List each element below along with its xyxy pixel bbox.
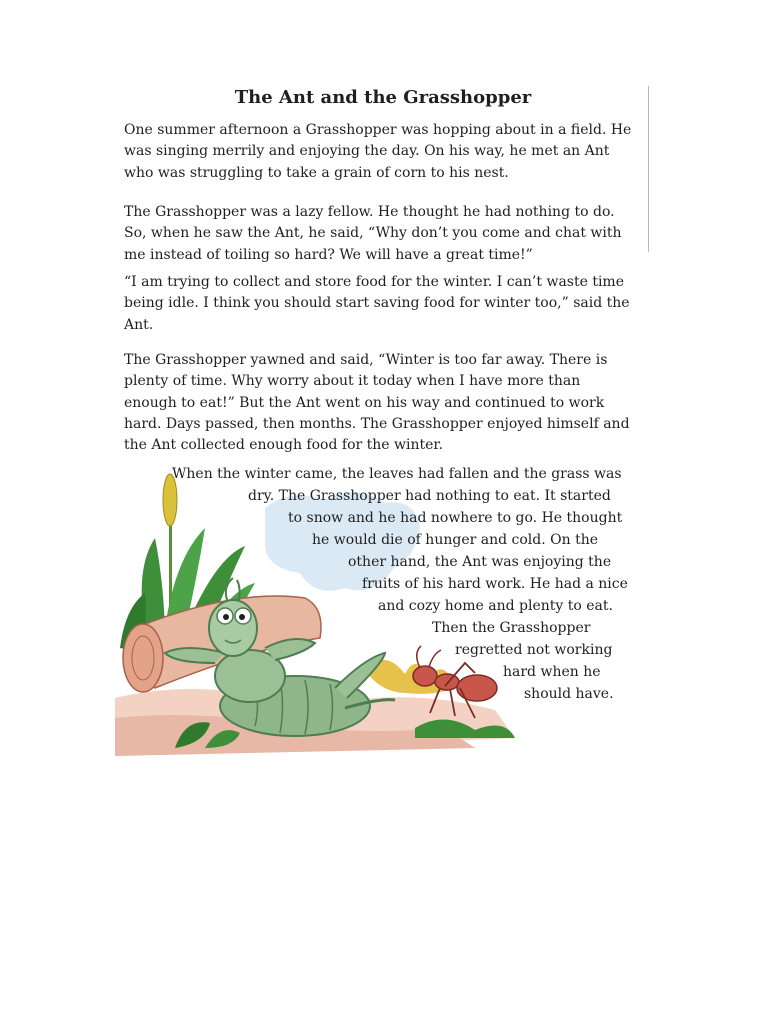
text-line: and cozy home and plenty to eat. — [378, 598, 613, 614]
grasshopper-pupil — [223, 614, 229, 620]
grasshopper-head — [209, 600, 257, 656]
text-line: the Ant collected enough food for the winter. — [124, 437, 444, 454]
text-line: “I am trying to collect and store food for the winter. I can’t waste time — [124, 274, 624, 290]
paragraph-1 — [124, 120, 631, 184]
text-line: other hand, the Ant was enjoying the — [348, 554, 612, 570]
text-line: me instead of toiling so hard? We will have a great time!” — [124, 246, 533, 263]
ant-abdomen — [457, 675, 497, 701]
text-line: he would die of hunger and cold. On the — [312, 532, 599, 548]
paragraph-4 — [124, 350, 630, 456]
text-line: hard when he — [503, 664, 601, 680]
grasshopper-pupil — [239, 614, 245, 620]
ant-thorax — [435, 674, 459, 690]
text-line: The Grasshopper was a lazy fellow. He thought he had nothing to do. — [124, 204, 615, 220]
text-line: The Grasshopper yawned and said, “Winter is too far away. There is — [124, 352, 608, 368]
text-line: Then the Grasshopper — [432, 620, 591, 636]
text-line: plenty of time. Why worry about it today when I have more than — [124, 373, 581, 390]
text-line: dry. The Grasshopper had nothing to eat. It started — [248, 488, 611, 504]
log-end — [123, 624, 163, 692]
text-line: So, when he saw the Ant, he said, “Why don’t you come and chat with — [124, 225, 622, 242]
text-line: enough to eat!” But the Ant went on his way and continued to work — [124, 394, 605, 411]
ant-head — [413, 666, 437, 686]
text-line: When the winter came, the leaves had fallen and the grass was — [172, 466, 622, 482]
text-line: should have. — [524, 686, 614, 702]
text-line: One summer afternoon a Grasshopper was hopping about in a field. He — [124, 122, 632, 138]
story-title: The Ant and the Grasshopper — [234, 87, 532, 108]
text-line: who was struggling to take a grain of corn to his nest. — [124, 164, 509, 181]
text-line: regretted not working — [455, 642, 613, 658]
text-line: being idle. I think you should start saving food for winter too,” said the — [124, 295, 630, 312]
text-line: hard. Days passed, then months. The Grasshopper enjoyed himself and — [124, 415, 630, 432]
text-line: Ant. — [124, 316, 154, 333]
ant-antenna — [417, 646, 441, 668]
paragraph-2 — [124, 202, 622, 266]
paragraph-3 — [124, 272, 630, 336]
text-line: to snow and he had nowhere to go. He thought — [288, 510, 623, 526]
page-edge-line — [648, 86, 649, 252]
text-line: was singing merrily and enjoying the day. On his way, he met an Ant — [124, 143, 610, 160]
text-line: fruits of his hard work. He had a nice — [362, 576, 628, 592]
